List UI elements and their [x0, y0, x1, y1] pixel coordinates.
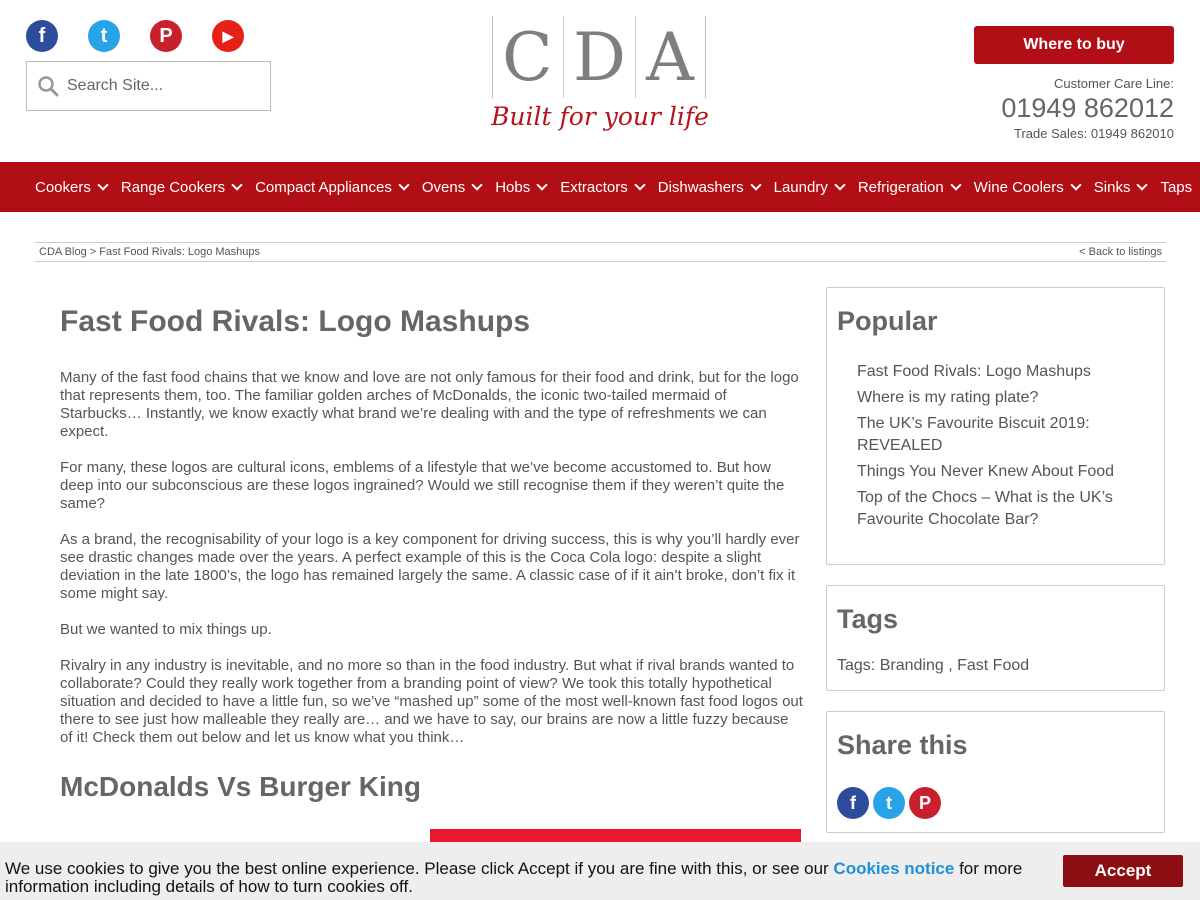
nav-item-hobs[interactable] — [495, 179, 546, 196]
nav-item-ovens[interactable] — [422, 179, 481, 196]
nav-label: Sinks — [1093, 178, 1131, 196]
article-paragraph: As a brand, the recognisability of your logo is a key component for driving success, this is why you’ll hardly ever see drastic changes made over the years. A perfect example of this is the Coca Cola logo: despite a slight deviation in the late 1800’s, the logo has remained largely the same. A classic case of if it ain’t broke, don’t fix it some might say. — [60, 531, 800, 602]
tags-panel — [826, 585, 1165, 691]
pinterest-icon[interactable]: P — [150, 20, 182, 52]
popular-link[interactable]: The UK’s Favourite Biscuit 2019: REVEALED — [857, 415, 1090, 454]
nav-item-compact-appliances[interactable] — [255, 179, 408, 196]
logo-letter-d: D — [572, 18, 628, 96]
logo-letter-c: C — [502, 18, 555, 96]
main-nav — [0, 162, 1200, 212]
nav-label: Dishwashers — [657, 178, 744, 196]
nav-item-extractors[interactable] — [560, 179, 644, 196]
article-paragraph: For many, these logos are cultural icons, emblems of a lifestyle that we’ve become accustomed to. But how deep into our subconscious are these logos ingrained? Would we still recognise them if they weren’t quite the same? — [60, 459, 785, 512]
cookie-banner — [0, 842, 1200, 900]
article — [60, 305, 805, 803]
nav-label: Hobs — [495, 178, 531, 196]
tags-prefix: Tags: — [837, 657, 876, 674]
where-to-buy-button[interactable]: Where to buy — [974, 26, 1174, 64]
article-subheading: McDonalds Vs Burger King — [60, 771, 421, 802]
chevron-down-icon — [950, 179, 961, 190]
popular-list — [837, 361, 1154, 531]
logo-letter-a: A — [646, 18, 696, 96]
tags-line — [837, 657, 1154, 675]
facebook-icon[interactable]: f — [26, 20, 58, 52]
chevron-down-icon — [537, 179, 548, 190]
chevron-down-icon — [231, 179, 242, 190]
share-panel — [826, 711, 1165, 833]
nav-label: Wine Coolers — [973, 178, 1064, 196]
nav-label: Range Cookers — [120, 178, 226, 196]
popular-title: Popular — [837, 306, 938, 336]
popular-link[interactable]: Top of the Chocs – What is the UK’s Favourite Chocolate Bar? — [857, 489, 1113, 528]
chevron-down-icon — [750, 179, 761, 190]
popular-link[interactable]: Where is my rating plate? — [857, 389, 1039, 406]
chevron-down-icon — [97, 179, 108, 190]
article-paragraph: Many of the fast food chains that we know and love are not only famous for their food and drink, but for the logo that represents them, too. The familiar golden arches of McDonalds, the iconic two-tailed mermaid of Starbucks… Instantly, we know exactly what brand we’re dealing with and the type of refreshments we can expect. — [60, 369, 799, 440]
chevron-down-icon — [472, 179, 483, 190]
nav-item-refrigeration[interactable] — [858, 179, 960, 196]
trade-sales-number: Trade Sales: 01949 862010 — [1014, 126, 1174, 141]
logo-divider — [563, 16, 564, 98]
nav-label: Cookers — [35, 178, 91, 196]
nav-item-dishwashers[interactable] — [658, 179, 760, 196]
twitter-share-icon[interactable]: t — [873, 787, 905, 819]
search-input[interactable] — [67, 77, 257, 95]
breadcrumb-path[interactable]: CDA Blog > Fast Food Rivals: Logo Mashups — [39, 246, 261, 258]
care-line-label: Customer Care Line: — [1054, 76, 1174, 91]
article-paragraph: But we wanted to mix things up. — [60, 621, 272, 638]
search-icon[interactable] — [37, 75, 59, 97]
accept-cookies-button[interactable]: Accept — [1063, 855, 1183, 887]
cookie-text-after: for more information including details of how to turn cookies off. — [5, 859, 1023, 896]
nav-item-laundry[interactable] — [774, 179, 844, 196]
logo-letters — [492, 16, 706, 98]
pinterest-share-icon[interactable]: P — [909, 787, 941, 819]
nav-item-taps[interactable] — [1160, 179, 1192, 196]
nav-label: Ovens — [421, 178, 466, 196]
breadcrumb — [35, 242, 1166, 262]
tags-title: Tags — [837, 604, 899, 634]
nav-label: Extractors — [560, 178, 628, 196]
popular-link[interactable]: Fast Food Rivals: Logo Mashups — [857, 363, 1091, 380]
nav-item-sinks[interactable] — [1094, 179, 1147, 196]
search-box — [26, 61, 271, 111]
twitter-icon[interactable]: t — [88, 20, 120, 52]
chevron-down-icon — [1070, 179, 1081, 190]
back-to-listings-link[interactable]: < Back to listings — [1079, 246, 1162, 258]
article-paragraph: Rivalry in any industry is inevitable, and no more so than in the food industry. But what if rival brands wanted to collaborate? Could they really work together from a branding point of view? We took this totally hypothetical situation and decided to have a little fun, so we’ve “mashed up” some of the most well-known fast food logos out there to see just how malleable they really are… and we have to say, our brains are now a little fuzzy because of it! Check them out below and let us know what you think… — [60, 657, 803, 746]
cookies-notice-link[interactable]: Cookies notice — [833, 859, 955, 878]
nav-label: Refrigeration — [857, 178, 944, 196]
youtube-icon[interactable]: ▶ — [212, 20, 244, 52]
tag-link-branding[interactable]: Branding — [879, 657, 944, 674]
cookie-text-before: We use cookies to give you the best online experience. Please click Accept if you are fine with this, or see our — [5, 859, 834, 878]
tags-separator: , — [948, 657, 953, 674]
chevron-down-icon — [634, 179, 645, 190]
chevron-down-icon — [1137, 179, 1148, 190]
logo-divider — [635, 16, 636, 98]
nav-item-range-cookers[interactable] — [121, 179, 241, 196]
article-title: Fast Food Rivals: Logo Mashups — [60, 305, 531, 338]
nav-label: Compact Appliances — [255, 178, 392, 196]
share-title: Share this — [837, 730, 968, 760]
care-phone-number[interactable]: 01949 862012 — [1001, 93, 1174, 123]
contact-info — [1001, 76, 1174, 141]
popular-panel — [826, 287, 1165, 565]
social-links — [26, 20, 244, 52]
logo-tagline: Built for your life — [491, 102, 709, 131]
share-icons — [837, 787, 1154, 819]
nav-label: Laundry — [773, 178, 828, 196]
nav-label: Taps — [1160, 178, 1193, 196]
cda-logo[interactable] — [488, 14, 712, 144]
nav-item-wine-coolers[interactable] — [974, 179, 1080, 196]
popular-link[interactable]: Things You Never Knew About Food — [857, 463, 1115, 480]
facebook-share-icon[interactable]: f — [837, 787, 869, 819]
chevron-down-icon — [834, 179, 845, 190]
nav-item-cookers[interactable] — [35, 179, 107, 196]
tag-link-fast-food[interactable]: Fast Food — [957, 657, 1030, 674]
site-header — [0, 0, 1200, 162]
cookie-message — [5, 860, 1045, 896]
chevron-down-icon — [398, 179, 409, 190]
